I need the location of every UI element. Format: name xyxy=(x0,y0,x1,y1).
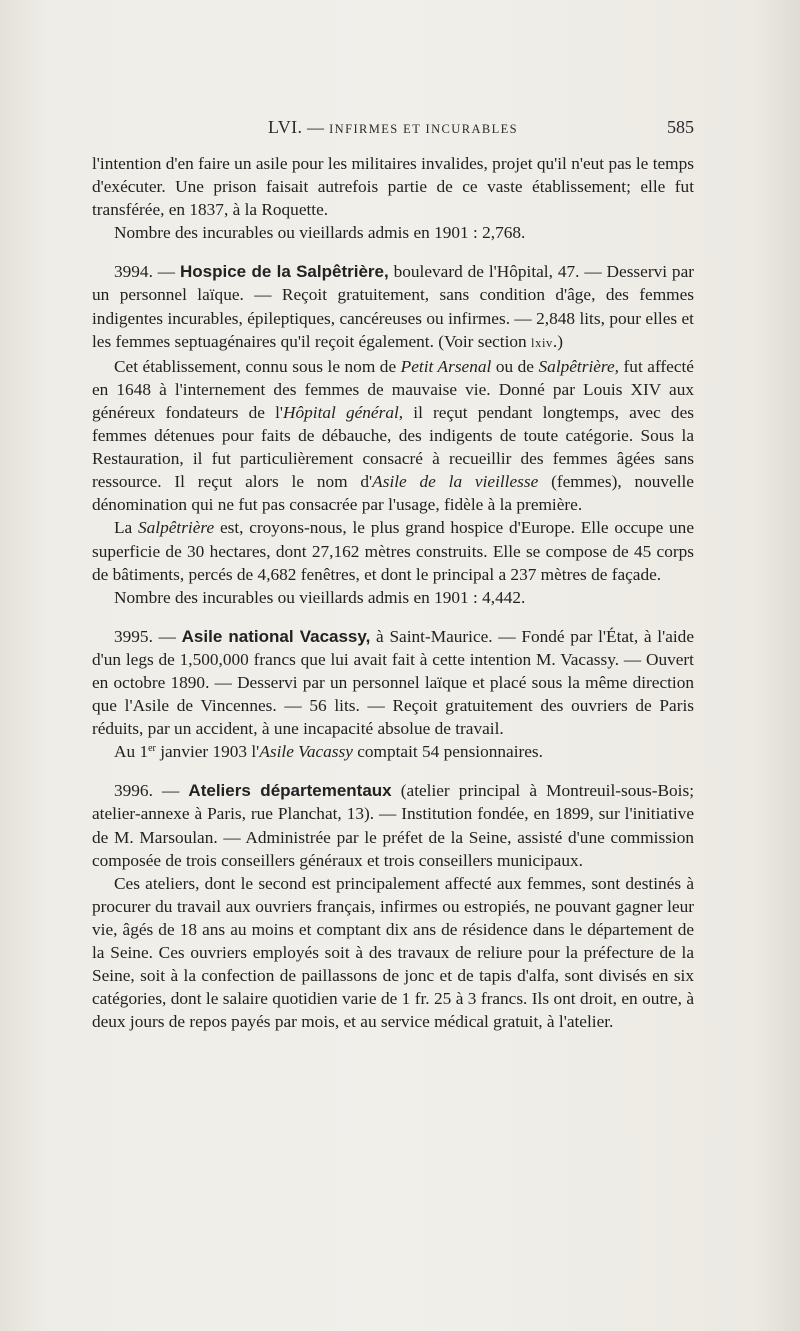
entry-3995-count: Au 1er janvier 1903 l'Asile Vacassy comptait 54 pensionnaires. xyxy=(114,742,543,762)
intro-paragraph: l'intention d'en faire un asile pour les militaires invalides, projet qu'il n'eut pas le temps d'exécuter. Une prison faisait autrefois partie de ce vaste établissement; elle fut transférée, en 1837, à la Roquette. xyxy=(92,154,694,220)
entry-3994-description: La Salpêtrière est, croyons-nous, le plus grand hospice d'Europe. Elle occupe une superficie de 30 hectares, dont 27,162 mètres construits. Elle se compose de 45 corps de bâtiments, percés de 4,682 fenêtres, et dont le principal a 237 mètres de façade. xyxy=(92,518,694,584)
body-text xyxy=(92,152,694,1033)
entry-number: 3996. — xyxy=(114,781,180,801)
page-number: 585 xyxy=(667,117,694,137)
entry-number: 3995. — xyxy=(114,626,176,646)
heading-dash: — xyxy=(307,118,325,137)
entry-3994-history: Cet établissement, connu sous le nom de Petit Arsenal ou de Salpêtrière, fut affecté en 1648 à l'internement des femmes de mauvaise vie. Donné par Louis XIV aux généreux fondateurs de l'Hôpital général, il reçut pendant longtemps, avec des femmes détenues pour faits de débauche, des indigents de toute catégorie. Sous la Restauration, il fut particulièrement consacré à recueillir des femmes âgées sans ressource. Il reçut alors le nom d'Asile de la vieillesse (femmes), nouvelle dénomination qui ne fut pas consacrée par l'usage, fidèle à la première. xyxy=(92,356,694,515)
entry-3995: 3995. — Asile national Vacassy, à Saint-Maurice. — Fondé par l'État, à l'aide d'un legs de 1,500,000 francs que lui avait fait à cette intention M. Vacassy. — Ouvert en octobre 1890. — Desservi par un personnel laïque et placé sous la même direction que l'Asile de Vincennes. — 56 lits. — Reçoit gratuitement des ouvriers de Paris réduits, par un accident, à une incapacité absolue de travail. xyxy=(92,626,694,739)
chapter-heading xyxy=(92,117,694,138)
entry-name: Ateliers départementaux xyxy=(188,781,392,801)
section-ref: lxiv xyxy=(531,335,553,350)
chapter-number: LVI. xyxy=(267,117,303,137)
entry-3996-description: Ces ateliers, dont le second est principalement affecté aux femmes, sont destinés à procurer du travail aux ouvriers français, infirmes ou estropiés, ne pouvant gagner leur vie, âgés de 18 ans au moins et comptant dix ans de résidence dans le département de la Seine. Ces ouvriers employés soit à des travaux de reliure pour la préfecture de la Seine, soit à la confection de paillassons de jonc et de tapis d'alfa, sont divisés en six catégories, dont le salaire quotidien varie de 1 fr. 25 à 3 francs. Ils ont droit, en outre, à deux jours de repos payés par mois, et au service médical gratuit, à l'atelier. xyxy=(92,873,694,1032)
entry-name: Hospice de la Salpêtrière, xyxy=(180,262,389,282)
entry-name: Asile national Vacassy, xyxy=(181,626,371,646)
entry-3994: 3994. — Hospice de la Salpêtrière, boulevard de l'Hôpital, 47. — Desservi par un personnel laïque. — Reçoit gratuitement, sans condition d'âge, des femmes indigentes incurables, épileptiques, cancéreuses ou infirmes. — 2,848 lits, pour elles et les femmes septuagénaires qu'il reçoit également. (Voir section lxiv.) xyxy=(92,262,694,351)
entry-3996: 3996. — Ateliers départementaux (atelier principal à Montreuil-sous-Bois; atelier-annexe à Paris, rue Planchat, 13). — Institution fondée, en 1899, sur l'initiative de M. Marsoulan. — Administrée par le préfet de la Seine, assisté d'une commission composée de trois conseillers généraux et trois conseillers municipaux. xyxy=(92,781,694,870)
running-head xyxy=(92,117,694,141)
entry-number: 3994. — xyxy=(114,262,176,282)
entry-3994-admissions: Nombre des incurables ou vieillards admis en 1901 : 4,442. xyxy=(114,587,526,607)
chapter-title: INFIRMES ET INCURABLES xyxy=(329,122,519,136)
intro-admissions: Nombre des incurables ou vieillards admis en 1901 : 2,768. xyxy=(114,223,526,243)
